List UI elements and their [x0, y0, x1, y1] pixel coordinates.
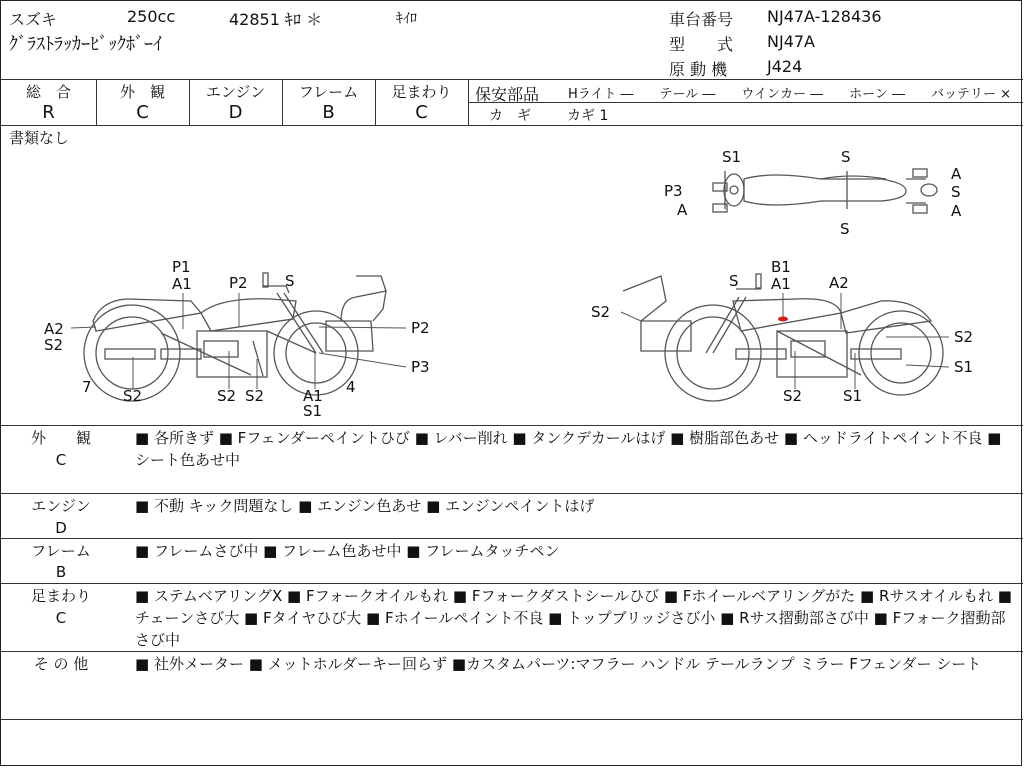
- note-engine-label: エンジン: [31, 497, 91, 515]
- divider: [1, 583, 1023, 584]
- grade-frame-value: B: [322, 102, 335, 123]
- label-right-s1: S1: [843, 387, 863, 405]
- grade-exterior-label: 外 観: [119, 83, 165, 101]
- label-right-s: S: [729, 272, 739, 290]
- label-top-s: S: [951, 183, 961, 201]
- motorcycle-left-view: [84, 273, 386, 401]
- grade-overall-label: 総 合: [25, 83, 71, 101]
- type-value: NJ47A: [767, 32, 815, 51]
- note-suspension-label: 足まわり: [30, 587, 91, 605]
- label-left-4: 4: [346, 378, 356, 396]
- divider: [1, 493, 1023, 494]
- divider: [1, 538, 1023, 539]
- engine-model-value: J424: [767, 57, 803, 76]
- note-engine-text: ■ 不動 キック問題なし ■ エンジン色あせ ■ エンジンペイントはげ: [135, 497, 595, 515]
- label-left-p1: P1: [172, 258, 191, 276]
- label-left-s1: S1: [303, 402, 323, 420]
- label-left-s2: S2: [245, 387, 265, 405]
- safety-parts-items: Hライト ― テール ― ウインカー ― ホーン ― バッテリー ×: [568, 87, 1012, 102]
- label-right-a1: A1: [771, 275, 791, 293]
- safety-parts-title: 保安部品: [475, 85, 540, 104]
- grade-exterior-value: C: [136, 102, 149, 123]
- grade-frame-label: フレーム: [298, 83, 359, 101]
- label-left-s2: S2: [217, 387, 237, 405]
- grade-suspension-label: 足まわり: [391, 83, 452, 101]
- displacement: 250cc: [127, 7, 176, 26]
- frame-number-label: 車台番号: [669, 10, 734, 29]
- label-left-a1: A1: [303, 387, 323, 405]
- grade-engine-label: エンジン: [205, 83, 266, 101]
- label-left-p2: P2: [229, 274, 248, 292]
- label-right-b1: B1: [771, 258, 791, 276]
- label-left-a2: A2: [44, 320, 64, 338]
- label-top-s: S: [841, 148, 851, 166]
- label-top-a: A: [951, 165, 962, 183]
- frame-number-value: NJ47A-128436: [767, 7, 882, 26]
- model-name: ｸﾞﾗｽﾄﾗｯｶｰﾋﾞｯｸﾎﾞｰｲ: [9, 34, 162, 55]
- motorcycle-damage-diagram: [1, 126, 1023, 426]
- note-exterior-text: ■ 各所きず ■ Fフェンダーペイントひび ■ レバー削れ ■ タンクデカールはげ ■ 樹脂部色あせ ■ ヘッドライトペイント不良 ■ シート色あせ中: [135, 429, 1002, 469]
- divider: [468, 79, 469, 125]
- label-right-s2: S2: [783, 387, 803, 405]
- label-right-s2: S2: [591, 303, 611, 321]
- motorcycle-top-view: [713, 169, 937, 213]
- label-top-s1: S1: [722, 148, 742, 166]
- note-exterior-grade: C: [55, 451, 67, 469]
- label-top-p3: P3: [664, 182, 683, 200]
- documents-status: 書類なし: [9, 129, 70, 147]
- label-left-s2: S2: [44, 336, 64, 354]
- divider: [1, 425, 1023, 426]
- label-top-s: S: [840, 220, 850, 238]
- note-engine-grade: D: [55, 519, 67, 537]
- note-frame-label: フレーム: [31, 542, 91, 560]
- note-suspension-grade: C: [55, 609, 67, 627]
- damage-mark-red: [778, 317, 788, 322]
- color: ｷｲﾛ: [396, 11, 417, 27]
- label-right-a2: A2: [829, 274, 849, 292]
- mileage: 42851 ｷﾛ ＊: [229, 10, 323, 29]
- type-label: 型 式: [669, 35, 734, 54]
- label-left-a1: A1: [172, 275, 192, 293]
- engine-model-label: 原 動 機: [669, 60, 728, 79]
- label-left-s: S: [285, 272, 295, 290]
- label-top-a: A: [677, 201, 688, 219]
- grade-suspension-value: C: [415, 102, 428, 123]
- divider: [1, 651, 1023, 652]
- note-frame-grade: B: [55, 563, 67, 581]
- note-suspension-text: ■ ステムベアリングX ■ Fフォークオイルもれ ■ Fフォークダストシールひび ■ Fホイールベアリングがた ■ Rサスオイルもれ ■ チェーンさび大 ■ Fタイヤひび大 ■ Fホイールペイント不良 ■ トップブリッジさび小 ■ Rサス摺動部さび中 ■ Fフォーク摺動部さび中: [135, 587, 1012, 649]
- maker: スズキ: [9, 10, 58, 29]
- label-right-s2: S2: [954, 328, 974, 346]
- note-exterior-label: 外 観: [30, 429, 91, 447]
- note-other-label: そ の 他: [33, 655, 89, 673]
- label-top-a: A: [951, 202, 962, 220]
- label-right-s1: S1: [954, 358, 974, 376]
- note-other-text: ■ 社外メーター ■ メットホルダーキー回らず ■カスタムパーツ:マフラー ハンドル テールランプ ミラー Fフェンダー シート: [135, 655, 982, 673]
- label-left-p2: P2: [411, 319, 430, 337]
- note-frame-text: ■ フレームさび中 ■ フレーム色あせ中 ■ フレームタッチペン: [135, 542, 560, 560]
- divider: [1, 719, 1023, 720]
- label-left-s2: S2: [123, 387, 143, 405]
- label-left-7: 7: [82, 378, 92, 396]
- grade-overall-value: R: [42, 102, 55, 123]
- grade-engine-value: D: [228, 102, 243, 123]
- divider: [469, 102, 1023, 103]
- label-left-p3: P3: [411, 358, 430, 376]
- key-value: カギ 1: [567, 108, 609, 124]
- divider: [1, 79, 1023, 80]
- key-label: カ ギ: [489, 108, 531, 124]
